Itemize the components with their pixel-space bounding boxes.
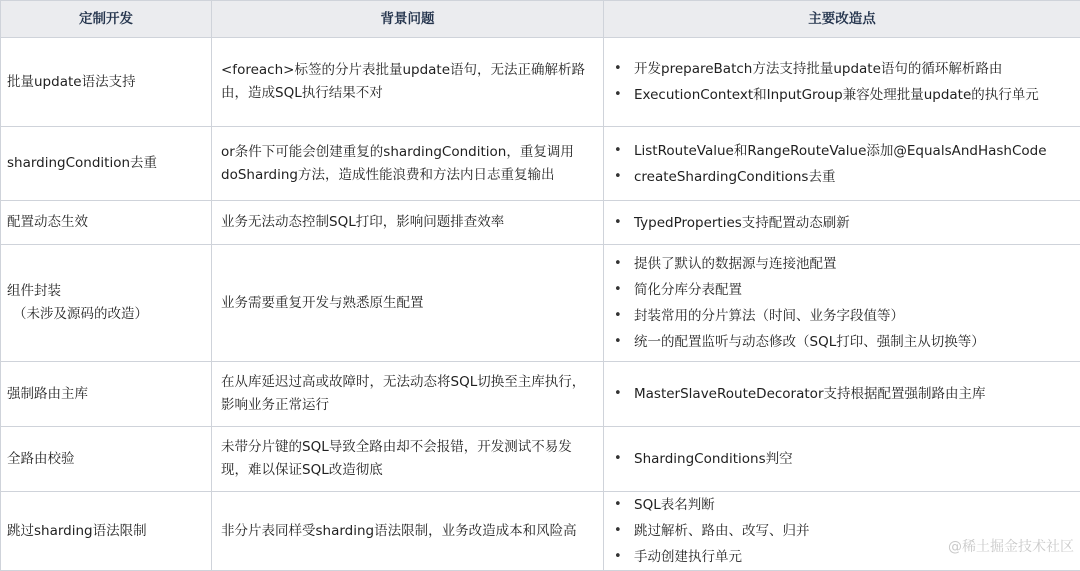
- change-list: [612, 251, 1076, 355]
- change-item-text: ListRouteValue和RangeRouteValue添加@EqualsAndHashCode: [634, 143, 1047, 159]
- custom-dev-cell: [1, 427, 212, 492]
- bullet-icon: •: [614, 164, 622, 190]
- bullet-icon: •: [614, 210, 622, 236]
- change-item-text: 提供了默认的数据源与连接池配置: [634, 256, 837, 272]
- custom-dev-cell: [1, 492, 212, 571]
- bullet-icon: •: [614, 518, 622, 544]
- background-issue-cell: 在从库延迟过高或故障时，无法动态将SQL切换至主库执行，影响业务正常运行: [212, 362, 604, 427]
- change-item-text: ShardingConditions判空: [634, 451, 793, 467]
- change-item-text: 统一的配置监听与动态修改（SQL打印、强制主从切换等）: [634, 334, 985, 350]
- change-item: [612, 446, 1076, 472]
- bullet-icon: •: [614, 251, 622, 277]
- bullet-icon: •: [614, 492, 622, 518]
- table-row: [1, 127, 1080, 201]
- change-item-text: 简化分库分表配置: [634, 282, 742, 298]
- change-item-text: createShardingConditions去重: [634, 169, 835, 185]
- header-main-changes: 主要改造点: [604, 1, 1080, 38]
- background-issue-cell: <foreach>标签的分片表批量update语句，无法正确解析路由，造成SQL执行结果不对: [212, 38, 604, 127]
- change-item-text: ExecutionContext和InputGroup兼容处理批量update的执行单元: [634, 87, 1039, 103]
- main-changes-cell: [604, 492, 1080, 571]
- bullet-icon: •: [614, 56, 622, 82]
- bullet-icon: •: [614, 138, 622, 164]
- custom-dev-label: 批量update语法支持: [7, 74, 136, 90]
- change-item-text: MasterSlaveRouteDecorator支持根据配置强制路由主库: [634, 386, 986, 402]
- custom-dev-cell: [1, 245, 212, 362]
- main-changes-cell: [604, 245, 1080, 362]
- custom-dev-label: 配置动态生效: [7, 214, 88, 230]
- change-item: [612, 210, 1076, 236]
- change-list: [612, 381, 1076, 407]
- change-item: [612, 251, 1076, 277]
- custom-dev-label: 组件封装: [7, 283, 61, 299]
- bullet-icon: •: [614, 82, 622, 108]
- change-item-text: 跳过解析、路由、改写、归并: [634, 523, 810, 539]
- change-item: [612, 303, 1076, 329]
- table-row: [1, 427, 1080, 492]
- table-row: [1, 201, 1080, 245]
- change-item: [612, 381, 1076, 407]
- change-item: [612, 164, 1076, 190]
- main-changes-cell: [604, 362, 1080, 427]
- bullet-icon: •: [614, 381, 622, 407]
- bullet-icon: •: [614, 446, 622, 472]
- change-item-text: TypedProperties支持配置动态刷新: [634, 215, 850, 231]
- change-item-text: 开发prepareBatch方法支持批量update语句的循环解析路由: [634, 61, 1002, 77]
- header-background-issue: 背景问题: [212, 1, 604, 38]
- change-item: [612, 329, 1076, 355]
- change-item: [612, 138, 1076, 164]
- change-item-text: SQL表名判断: [634, 497, 715, 513]
- change-list: [612, 210, 1076, 236]
- table-row: [1, 492, 1080, 571]
- main-changes-cell: [604, 38, 1080, 127]
- custom-dev-label: 跳过sharding语法限制: [7, 523, 147, 539]
- main-changes-cell: [604, 201, 1080, 245]
- table-header-row: [1, 1, 1080, 38]
- change-item: [612, 56, 1076, 82]
- change-item-text: 手动创建执行单元: [634, 549, 742, 565]
- bullet-icon: •: [614, 329, 622, 355]
- custom-dev-cell: [1, 201, 212, 245]
- main-changes-cell: [604, 127, 1080, 201]
- bullet-icon: •: [614, 544, 622, 570]
- custom-dev-cell: [1, 127, 212, 201]
- change-list: [612, 56, 1076, 108]
- change-list: [612, 492, 1076, 570]
- background-issue-cell: 未带分片键的SQL导致全路由却不会报错，开发测试不易发现，难以保证SQL改造彻底: [212, 427, 604, 492]
- change-item: [612, 277, 1076, 303]
- custom-dev-label: shardingCondition去重: [7, 155, 157, 171]
- table-row: [1, 362, 1080, 427]
- custom-dev-label: 强制路由主库: [7, 386, 88, 402]
- change-item-text: 封装常用的分片算法（时间、业务字段值等）: [634, 308, 904, 324]
- background-issue-cell: 业务需要重复开发与熟悉原生配置: [212, 245, 604, 362]
- table-row: [1, 245, 1080, 362]
- background-issue-cell: 业务无法动态控制SQL打印，影响问题排查效率: [212, 201, 604, 245]
- change-list: [612, 446, 1076, 472]
- change-item: [612, 492, 1076, 518]
- background-issue-cell: 非分片表同样受sharding语法限制，业务改造成本和风险高: [212, 492, 604, 571]
- bullet-icon: •: [614, 277, 622, 303]
- custom-dev-cell: [1, 38, 212, 127]
- change-list: [612, 138, 1076, 190]
- custom-dev-label: 全路由校验: [7, 451, 75, 467]
- watermark-text: @稀土掘金技术社区: [948, 536, 1074, 556]
- change-item: [612, 82, 1076, 108]
- table-row: [1, 38, 1080, 127]
- bullet-icon: •: [614, 303, 622, 329]
- header-custom-dev: 定制开发: [1, 1, 212, 38]
- custom-dev-cell: [1, 362, 212, 427]
- main-changes-cell: [604, 427, 1080, 492]
- custom-dev-note: （未涉及源码的改造）: [7, 303, 207, 326]
- background-issue-cell: or条件下可能会创建重复的shardingCondition，重复调用doSharding方法，造成性能浪费和方法内日志重复输出: [212, 127, 604, 201]
